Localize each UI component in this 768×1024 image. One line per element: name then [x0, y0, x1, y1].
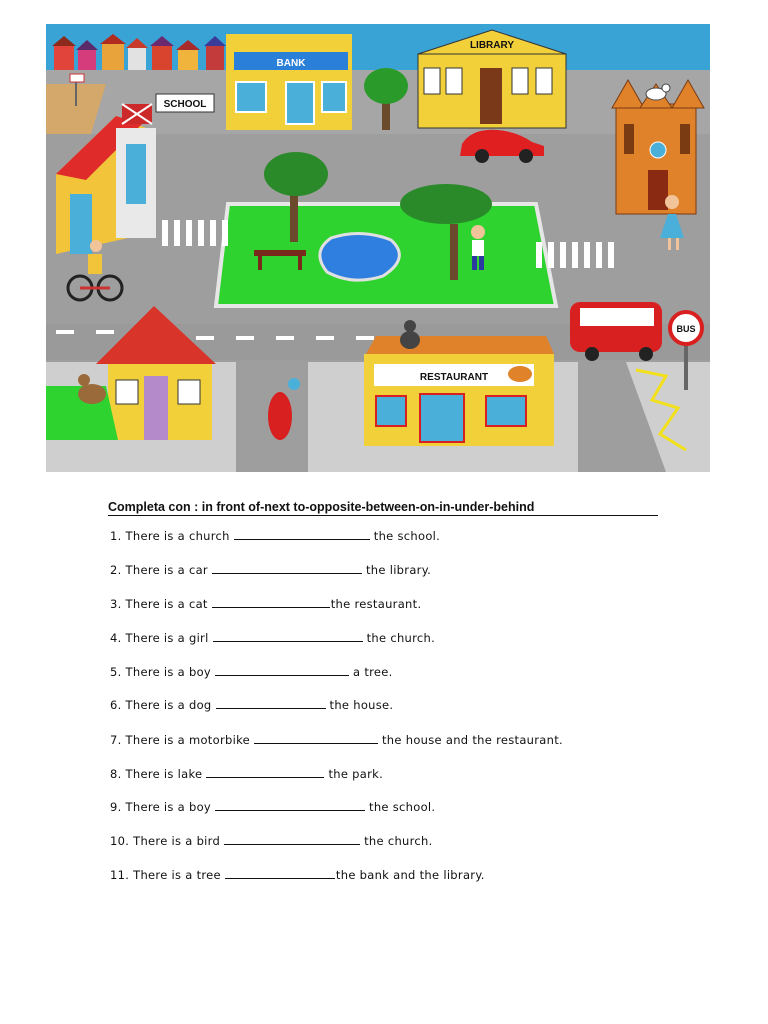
answer-blank[interactable]: [212, 563, 362, 574]
question-text: 9. There is a boy: [110, 800, 212, 814]
question-text: 10. There is a bird: [110, 834, 221, 848]
worksheet-instruction: Completa con : in front of-next to-opposite-between-on-in-under-behind: [108, 500, 658, 516]
answer-blank[interactable]: [212, 597, 330, 608]
question-text: 7. There is a motorbike: [110, 733, 250, 747]
question-4: [110, 631, 435, 645]
restaurant-sign: RESTAURANT: [419, 372, 489, 383]
town-scene-illustration: [46, 24, 710, 472]
question-text: the park.: [328, 767, 384, 781]
question-10: [110, 834, 433, 848]
answer-blank[interactable]: [224, 834, 360, 845]
question-text: the church.: [364, 834, 433, 848]
bank-sign: BANK: [276, 58, 306, 69]
answer-blank[interactable]: [215, 665, 349, 676]
library-sign: LIBRARY: [469, 40, 515, 51]
question-text: 2. There is a car: [110, 563, 208, 577]
question-text: 6. There is a dog: [110, 698, 212, 712]
question-text: 3. There is a cat: [110, 597, 208, 611]
answer-blank[interactable]: [254, 733, 378, 744]
question-5: [110, 665, 393, 679]
answer-blank[interactable]: [213, 631, 363, 642]
question-text: the library.: [365, 563, 432, 577]
question-text: the restaurant.: [330, 597, 422, 611]
school-sign: SCHOOL: [163, 99, 207, 110]
question-9: [110, 800, 435, 814]
question-text: 11. There is a tree: [110, 868, 221, 882]
answer-blank[interactable]: [216, 698, 326, 709]
question-11: [110, 868, 485, 882]
question-1: [110, 529, 440, 543]
question-8: [110, 767, 383, 781]
answer-blank[interactable]: [225, 868, 335, 879]
question-text: a tree.: [353, 665, 393, 679]
question-7: [110, 733, 563, 747]
bank-building: [226, 34, 352, 130]
question-text: 1. There is a church: [110, 529, 230, 543]
question-text: 5. There is a boy: [110, 665, 212, 679]
bus-sign: BUS: [676, 324, 696, 334]
answer-blank[interactable]: [206, 767, 324, 778]
question-text: the house.: [329, 698, 394, 712]
question-text: the church.: [366, 631, 436, 645]
answer-blank[interactable]: [215, 800, 365, 811]
question-3: [110, 597, 421, 611]
question-text: the house and the restaurant.: [382, 733, 563, 747]
question-text: the bank and the library.: [335, 868, 485, 882]
question-text: the school.: [373, 529, 441, 543]
restaurant-building: [364, 336, 554, 446]
question-6: [110, 698, 393, 712]
question-2: [110, 563, 431, 577]
question-text: 4. There is a girl: [110, 631, 209, 645]
question-text: the school.: [369, 800, 436, 814]
question-text: 8. There is lake: [110, 767, 203, 781]
lake: [320, 233, 399, 280]
answer-blank[interactable]: [234, 529, 370, 540]
